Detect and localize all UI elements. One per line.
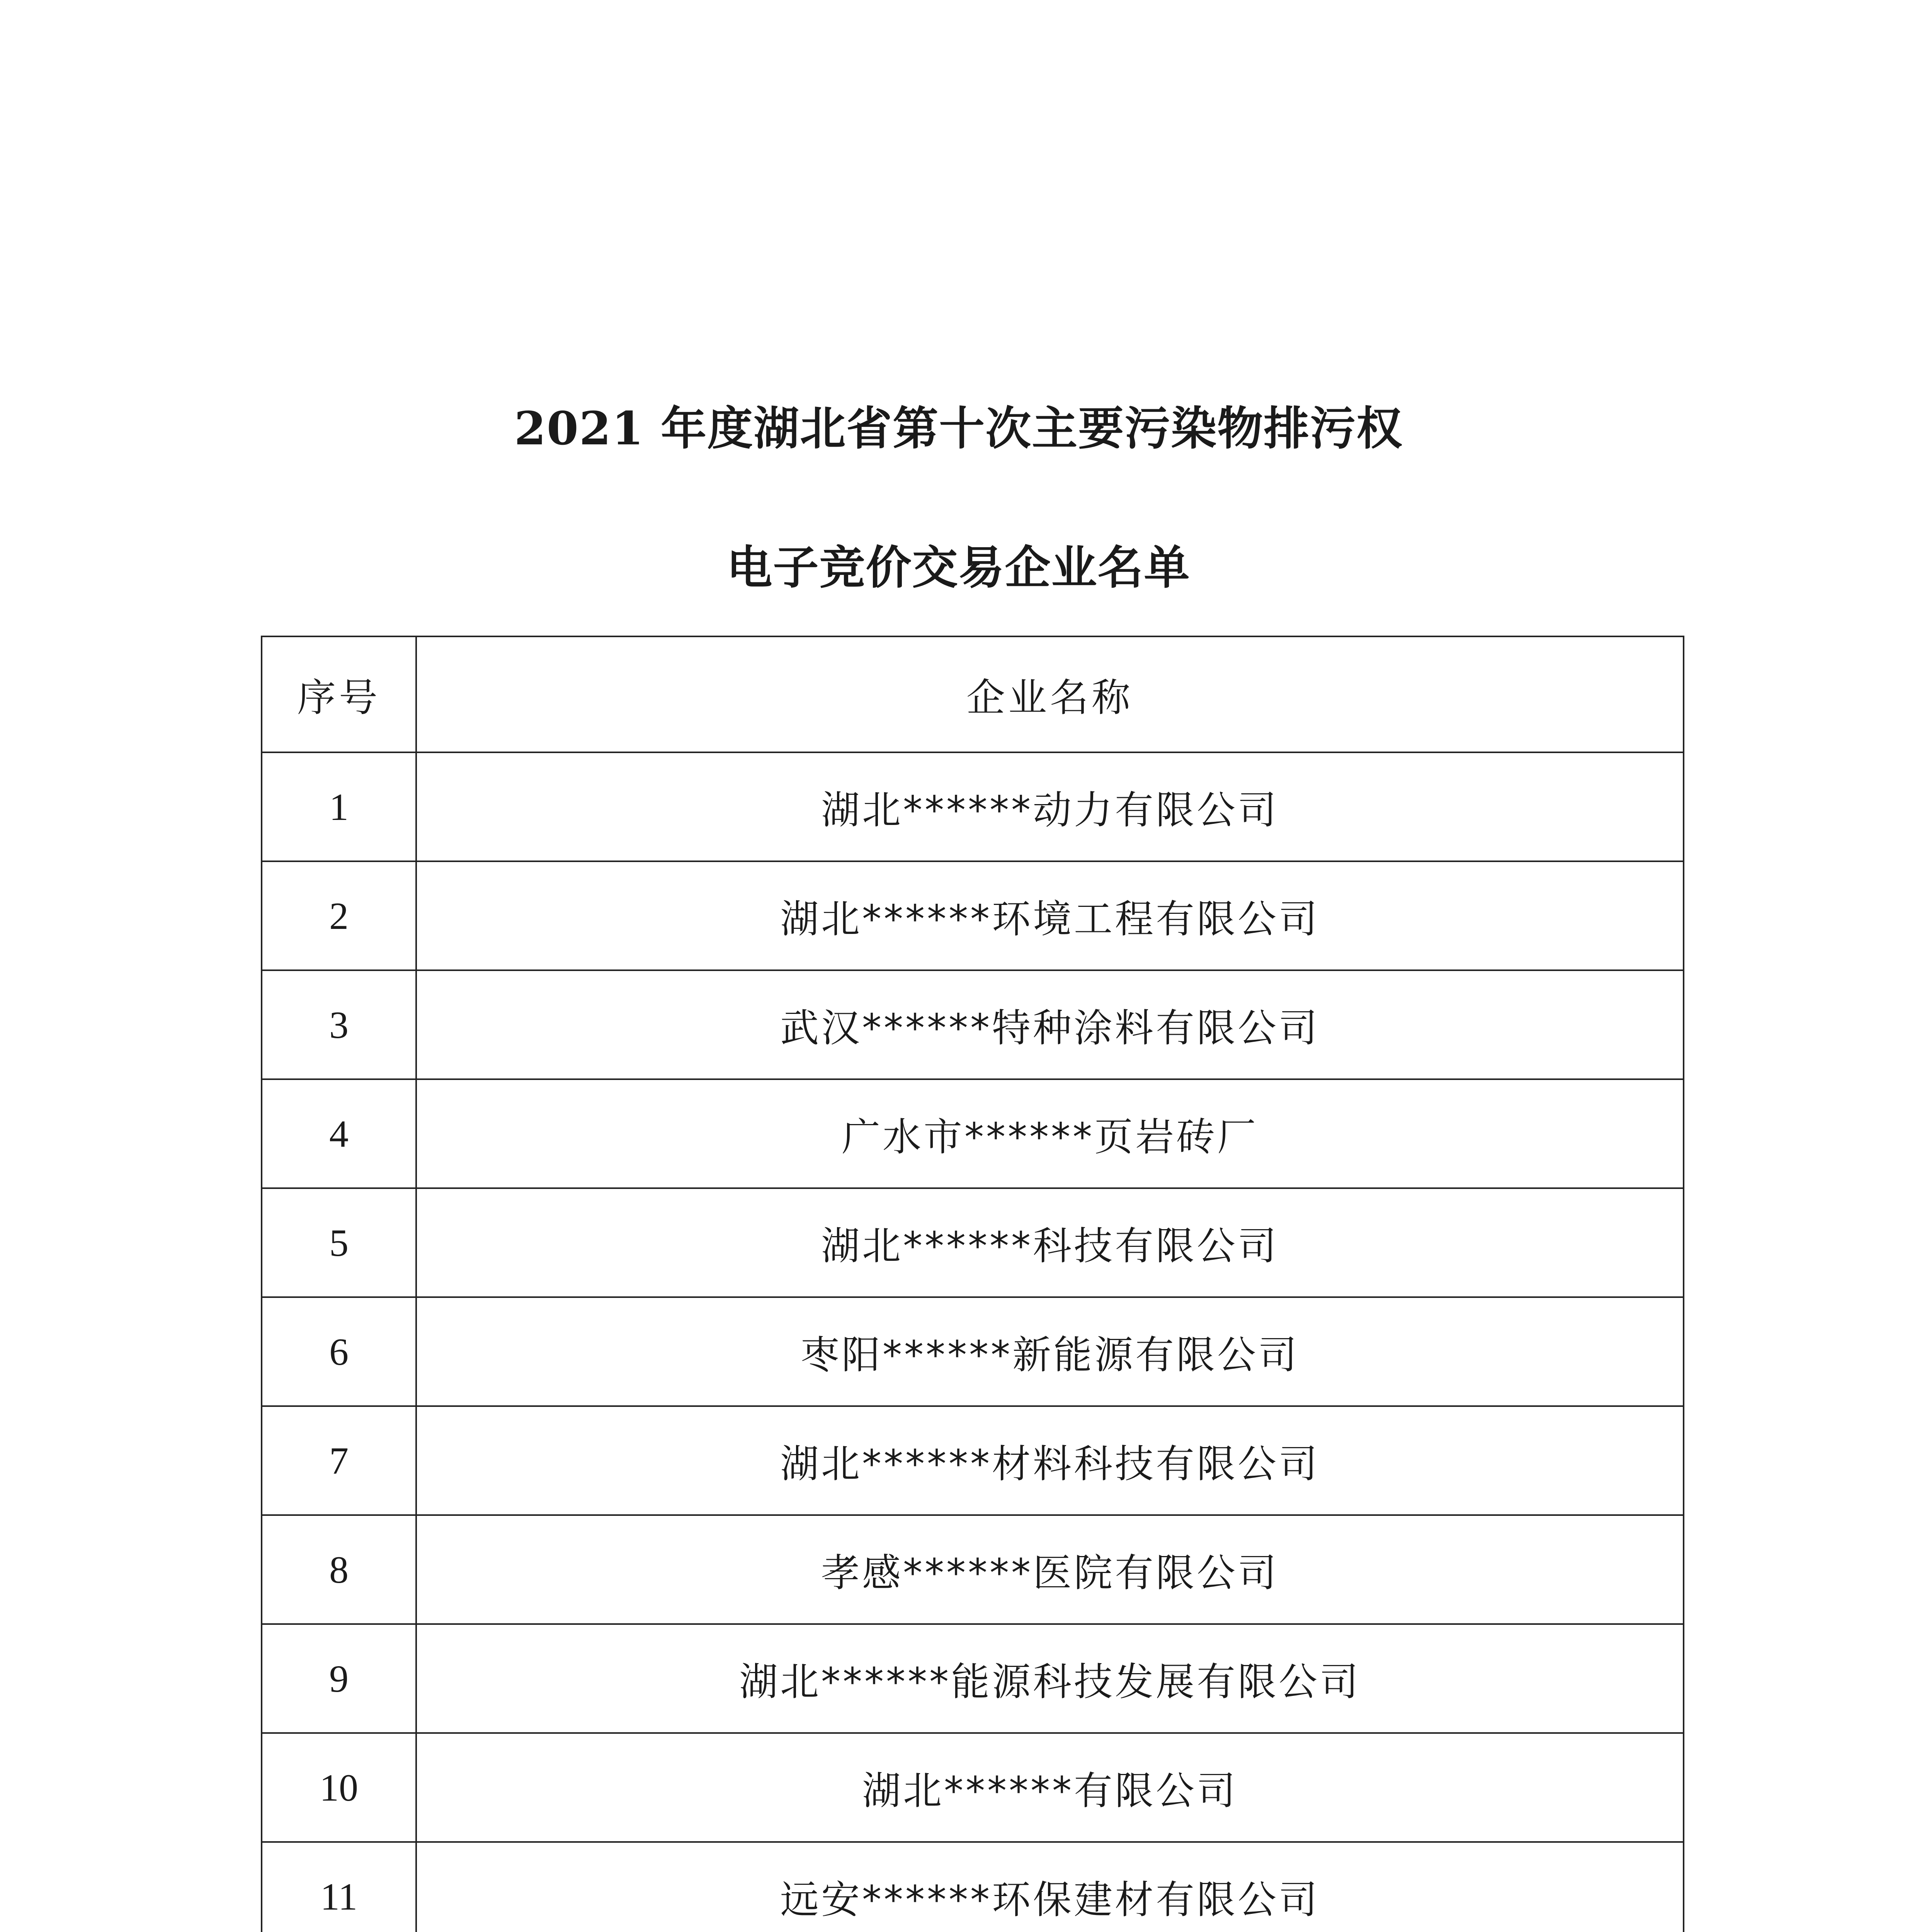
row-number: 10: [262, 1733, 416, 1842]
table-row: [262, 1188, 1684, 1297]
table-row: [262, 861, 1684, 970]
row-number: 2: [262, 861, 416, 970]
company-name: 湖北******能源科技发展有限公司: [416, 1624, 1684, 1733]
table-row: [262, 970, 1684, 1079]
table-row: [262, 1406, 1684, 1515]
company-name: 湖北******科技有限公司: [416, 1188, 1684, 1297]
company-name: 湖北******材料科技有限公司: [416, 1406, 1684, 1515]
document-title-line-2: 电子竞价交易企业名单: [726, 541, 1191, 594]
table-row: [262, 1624, 1684, 1733]
company-name: 广水市******页岩砖厂: [416, 1079, 1684, 1188]
row-number: 4: [262, 1079, 416, 1188]
row-number: 1: [262, 752, 416, 861]
column-header-name: 企业名称: [416, 636, 1684, 752]
column-header-no: 序号: [262, 636, 416, 752]
company-list-table: [261, 636, 1684, 1932]
company-name: 远安******环保建材有限公司: [416, 1842, 1684, 1932]
table-row: [262, 752, 1684, 861]
company-name: 湖北******有限公司: [416, 1733, 1684, 1842]
row-number: 11: [262, 1842, 416, 1932]
company-name: 孝感******医院有限公司: [416, 1515, 1684, 1624]
table-header-row: [262, 636, 1684, 752]
table-row: [262, 1515, 1684, 1624]
table-row: [262, 1297, 1684, 1406]
row-number: 7: [262, 1406, 416, 1515]
company-name: 枣阳******新能源有限公司: [416, 1297, 1684, 1406]
document-title-line-1: 2021 年度湖北省第十次主要污染物排污权: [514, 401, 1403, 455]
row-number: 9: [262, 1624, 416, 1733]
table-row: [262, 1842, 1684, 1932]
row-number: 8: [262, 1515, 416, 1624]
company-name: 武汉******特种涂料有限公司: [416, 970, 1684, 1079]
company-name: 湖北******动力有限公司: [416, 752, 1684, 861]
row-number: 5: [262, 1188, 416, 1297]
row-number: 6: [262, 1297, 416, 1406]
table-row: [262, 1079, 1684, 1188]
table-row: [262, 1733, 1684, 1842]
row-number: 3: [262, 970, 416, 1079]
company-name: 湖北******环境工程有限公司: [416, 861, 1684, 970]
